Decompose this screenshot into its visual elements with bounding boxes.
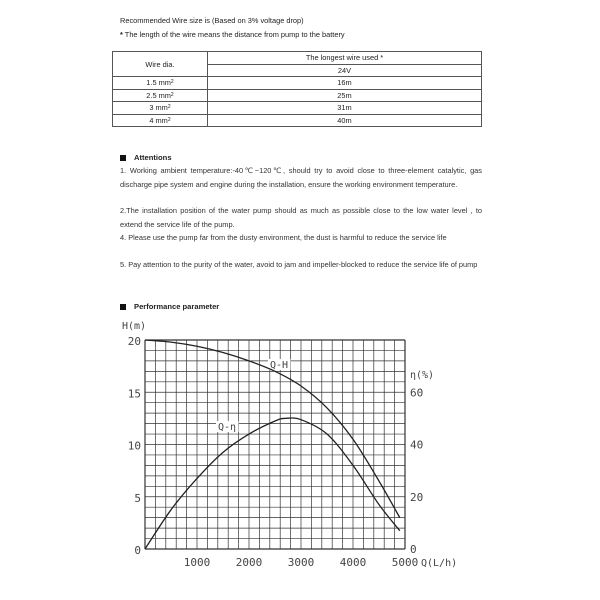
y-tick-label: 5: [134, 491, 141, 505]
y2-tick-label: 60: [410, 386, 424, 400]
asterisk: *: [120, 30, 123, 39]
x-tick-label: 5000: [391, 556, 419, 569]
attentions-title: Attentions: [134, 153, 172, 162]
attention-item: 1. Working ambient temperature:-40℃~120℃, should try to avoid close to three-element catalytic, gas discharge pipe system and engine during the installation, ensure the working environment temperature.: [120, 166, 482, 189]
y-tick-label: 20: [127, 335, 141, 348]
longest-wire-header: The longest wire used *: [208, 52, 482, 65]
y2-axis-title: η(%): [410, 370, 435, 381]
series-label-q-h: Q-H: [270, 360, 289, 371]
wire-length-cell: 40m: [208, 114, 482, 127]
wire-length-cell: 31m: [208, 102, 482, 115]
wire-dia-cell: 1.5 $mm^2$: [113, 77, 208, 90]
wire-length-cell: 25m: [208, 89, 482, 102]
attention-item: 4. Please use the pump far from the dusty environment, the dust is harmful to reduce the service life: [120, 233, 447, 242]
wire-length-note-text: The length of the wire means the distance from pump to the battery: [122, 30, 345, 39]
y2-tick-label: 0: [410, 543, 417, 556]
wire-dia-header: Wire dia.: [113, 52, 208, 77]
y-tick-label: 10: [127, 439, 141, 453]
wire-dia-cell: 2.5 $mm^2$: [113, 89, 208, 102]
y-tick-label: 0: [134, 544, 141, 557]
y-tick-label: 15: [127, 387, 141, 401]
y-axis-title: H(m): [122, 321, 147, 332]
chart-labels: [122, 321, 457, 569]
voltage-cell: 24V: [208, 64, 482, 77]
series-label-q-eta: Q-η: [218, 422, 237, 433]
wire-length-cell: 16m: [208, 77, 482, 90]
x-tick-label: 3000: [287, 556, 315, 569]
attention-item: 2.The installation position of the water pump should as much as possible close to the low water level , to extend the service life of the pump.: [120, 206, 482, 229]
y2-tick-label: 20: [410, 490, 424, 504]
wire-dia-cell: 3 $mm^2$: [113, 102, 208, 115]
x-tick-label: 2000: [235, 556, 263, 569]
performance-title: Performance parameter: [134, 302, 220, 311]
x-axis-title: Q(L/h): [421, 558, 458, 569]
x-tick-label: 4000: [339, 556, 367, 569]
wire-size-note: Recommended Wire size is (Based on 3% voltage drop): [120, 16, 304, 25]
x-tick-label: 1000: [183, 556, 211, 569]
attention-item: 5. Pay attention to the purity of the water, avoid to jam and impeller-blocked to reduce the service life of pump: [120, 260, 478, 269]
wire-dia-cell: 4 $mm^2$: [113, 114, 208, 127]
series-line-q-eta: [145, 418, 400, 549]
y2-tick-label: 40: [410, 438, 424, 452]
